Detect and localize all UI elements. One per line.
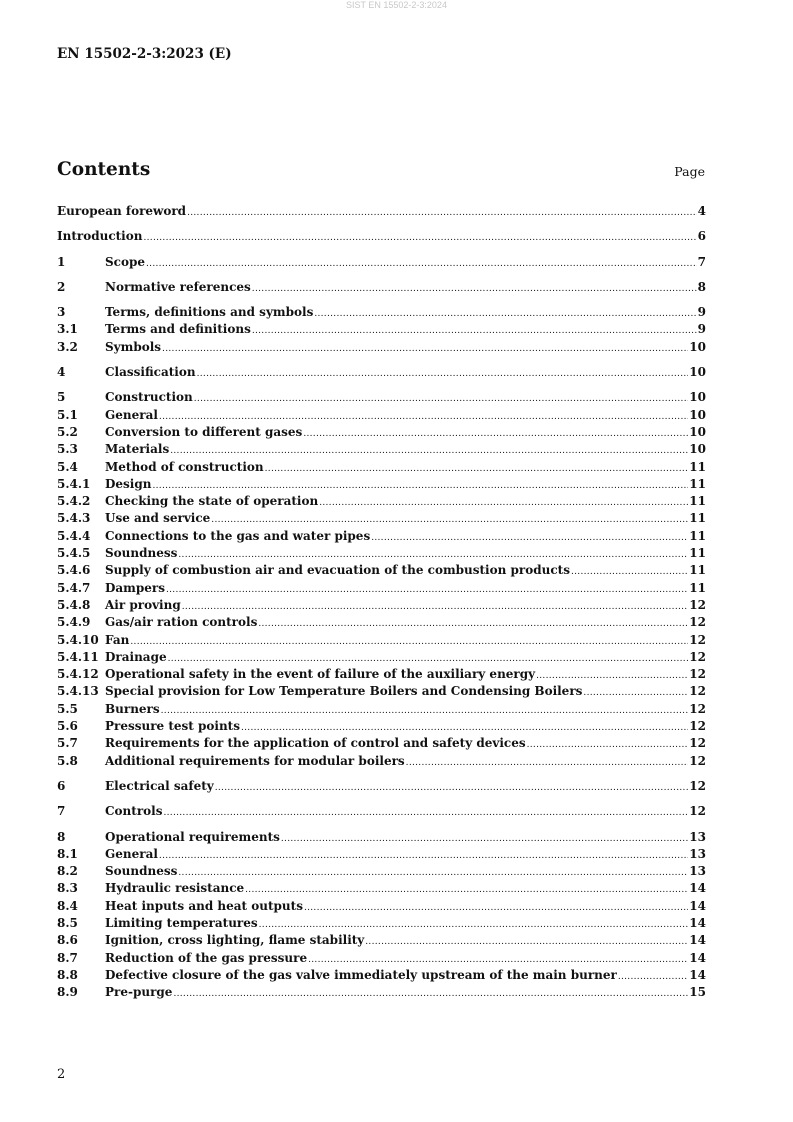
toc-dot-leader (281, 831, 688, 848)
toc-entry[interactable] (57, 476, 706, 493)
toc-entry-title: Hydraulic resistance (105, 881, 245, 896)
toc-dot-leader (162, 341, 688, 358)
toc-entry[interactable] (57, 718, 706, 735)
toc-entry-number: 5.4.10 (57, 632, 99, 647)
toc-entry[interactable] (57, 545, 706, 562)
toc-entry-number: 5.3 (57, 442, 78, 457)
toc-entry-title: Method of construction (105, 459, 264, 474)
toc-entry-page: 14 (689, 881, 706, 896)
toc-entry[interactable] (57, 597, 706, 614)
toc-entry-number: 8.5 (57, 915, 78, 930)
toc-entry-title: Checking the state of operation (105, 494, 319, 509)
contents-heading: Contents (57, 159, 151, 180)
toc-entry-number: 5.4.3 (57, 511, 91, 526)
toc-entry-number: 8.1 (57, 846, 78, 861)
toc-entry-title: Operational safety in the event of failure of the auxiliary energy (105, 667, 536, 682)
toc-entry-title: European foreword (57, 204, 187, 218)
toc-entry[interactable] (57, 364, 706, 381)
toc-entry-title: Introduction (57, 229, 143, 244)
toc-entry-page: 12 (689, 753, 706, 768)
toc-entry[interactable] (57, 279, 706, 296)
toc-entry[interactable] (57, 441, 706, 458)
toc-entry-page: 12 (689, 597, 706, 612)
toc-entry[interactable] (57, 829, 706, 846)
toc-entry-page: 12 (689, 804, 706, 819)
toc-entry[interactable] (57, 880, 706, 897)
toc-entry-page: 12 (689, 615, 706, 630)
toc-dot-leader (571, 564, 688, 581)
toc-entry-page: 11 (689, 580, 706, 595)
toc-entry[interactable] (57, 683, 706, 700)
toc-entry-title: General (105, 407, 158, 422)
toc-entry[interactable] (57, 407, 706, 424)
toc-entry-number: 5.4.7 (57, 580, 91, 595)
toc-entry-title: Operational requirements (105, 829, 280, 844)
toc-dot-leader (252, 281, 697, 298)
toc-entry-title: Air proving (105, 597, 181, 612)
toc-entry-title: Controls (105, 804, 163, 819)
toc-entry-number: 8.7 (57, 950, 78, 965)
toc-entry-title: Symbols (105, 339, 162, 354)
toc-entry-number: 2 (57, 279, 66, 294)
toc-entry[interactable] (57, 701, 706, 718)
toc-dot-leader (304, 900, 688, 917)
toc-entry[interactable] (57, 915, 706, 932)
toc-entry[interactable] (57, 389, 706, 406)
toc-entry-title: Additional requirements for modular boilers (105, 753, 405, 768)
toc-entry-title: Ignition, cross lighting, flame stability (105, 933, 365, 948)
toc-entry-title: Reduction of the gas pressure (105, 950, 308, 965)
toc-entry-number: 8.3 (57, 881, 78, 896)
table-of-contents (57, 203, 706, 1001)
toc-entry-number: 5.1 (57, 407, 78, 422)
toc-entry-number: 5.4.5 (57, 546, 91, 561)
toc-entry-number: 8 (57, 829, 66, 844)
toc-entry-title: Classification (105, 365, 196, 380)
toc-entry-page: 11 (689, 459, 706, 474)
toc-entry-page: 14 (689, 898, 706, 913)
toc-entry[interactable] (57, 528, 706, 545)
toc-entry-number: 3.2 (57, 339, 78, 354)
toc-entry-title: Pre-purge (105, 985, 173, 1000)
toc-entry-page: 12 (689, 649, 706, 664)
page-number: 2 (57, 1067, 66, 1082)
toc-entry[interactable] (57, 649, 706, 666)
toc-entry-title: Use and service (105, 511, 211, 526)
toc-entry-title: Dampers (105, 580, 165, 595)
toc-entry[interactable] (57, 778, 706, 795)
toc-entry-title: Design (105, 476, 152, 491)
toc-dot-leader (187, 205, 697, 222)
toc-entry-title: Pressure test points (105, 719, 240, 734)
toc-entry[interactable] (57, 614, 706, 631)
toc-entry-page: 13 (689, 864, 706, 879)
toc-entry-page: 11 (689, 528, 706, 543)
toc-entry-title: Requirements for the application of control and safety devices (105, 736, 526, 751)
toc-entry[interactable] (57, 863, 706, 880)
toc-entry-page: 9 (697, 322, 706, 337)
toc-entry-title: Terms, definitions and symbols (105, 305, 314, 320)
toc-entry-number: 5.4.4 (57, 528, 91, 543)
toc-entry-page: 14 (689, 933, 706, 948)
toc-entry[interactable] (57, 459, 706, 476)
toc-entry-page: 8 (697, 279, 706, 294)
toc-entry-page: 12 (689, 719, 706, 734)
toc-entry-page: 10 (689, 339, 706, 354)
toc-dot-leader (194, 391, 689, 408)
toc-entry-title: Scope (105, 254, 146, 269)
toc-entry-number: 8.8 (57, 967, 78, 982)
toc-entry[interactable] (57, 803, 706, 820)
toc-dot-leader (258, 616, 688, 633)
toc-entry[interactable] (57, 666, 706, 683)
toc-entry[interactable] (57, 950, 706, 967)
toc-entry-page: 14 (689, 950, 706, 965)
toc-entry-number: 5.4.11 (57, 649, 99, 664)
toc-entry[interactable] (57, 304, 706, 321)
toc-entry[interactable] (57, 898, 706, 915)
toc-entry-number: 3 (57, 305, 66, 320)
toc-entry-title: Heat inputs and heat outputs (105, 898, 303, 913)
toc-entry[interactable] (57, 632, 706, 649)
toc-entry-page: 11 (689, 546, 706, 561)
toc-entry-number: 8.4 (57, 898, 78, 913)
toc-entry-page: 14 (689, 915, 706, 930)
toc-entry-title: Supply of combustion air and evacuation of the combustion products (105, 563, 570, 578)
toc-entry-page: 12 (689, 778, 706, 793)
toc-entry[interactable] (57, 846, 706, 863)
toc-dot-leader (245, 882, 688, 899)
toc-dot-leader (319, 495, 688, 512)
toc-entry-title: Gas/air ration controls (105, 615, 258, 630)
toc-entry[interactable] (57, 254, 706, 271)
toc-dot-leader (215, 780, 689, 797)
toc-entry-page: 11 (689, 476, 706, 491)
toc-dot-leader (173, 986, 688, 1003)
document-id: EN 15502-2-3:2023 (E) (57, 46, 232, 62)
toc-entry-number: 5.6 (57, 719, 78, 734)
toc-entry[interactable] (57, 510, 706, 527)
toc-dot-leader (252, 323, 697, 340)
toc-entry[interactable] (57, 424, 706, 441)
toc-entry[interactable] (57, 339, 706, 356)
toc-entry-title: Soundness (105, 546, 178, 561)
toc-entry-number: 5.4.9 (57, 615, 91, 630)
toc-dot-leader (197, 366, 689, 383)
toc-dot-leader (178, 865, 688, 882)
toc-entry-number: 5.4.12 (57, 667, 99, 682)
toc-entry-number: 1 (57, 254, 66, 269)
toc-dot-leader (618, 969, 688, 986)
toc-entry-title: General (105, 846, 158, 861)
toc-entry[interactable] (57, 321, 706, 338)
toc-entry-title: Electrical safety (105, 778, 214, 793)
toc-entry-page: 10 (689, 442, 706, 457)
toc-entry-title: Materials (105, 442, 170, 457)
toc-entry[interactable] (57, 493, 706, 510)
toc-dot-leader (182, 599, 689, 616)
watermark: SIST EN 15502-2-3:2024 (346, 0, 447, 10)
toc-entry-page: 11 (689, 511, 706, 526)
toc-entry-page: 13 (689, 846, 706, 861)
toc-entry-title: Defective closure of the gas valve immediately upstream of the main burner (105, 967, 617, 982)
toc-entry[interactable] (57, 203, 706, 220)
toc-entry-number: 5.4.6 (57, 563, 91, 578)
toc-dot-leader (143, 230, 696, 247)
toc-entry-title: Connections to the gas and water pipes (105, 528, 371, 543)
toc-entry-number: 5.4.2 (57, 494, 91, 509)
toc-entry-title: Conversion to different gases (105, 424, 303, 439)
toc-entry-page: 15 (689, 985, 706, 1000)
toc-entry-page: 12 (689, 667, 706, 682)
toc-entry-page: 12 (689, 632, 706, 647)
toc-entry-number: 8.6 (57, 933, 78, 948)
toc-dot-leader (130, 634, 688, 651)
toc-entry-title: Drainage (105, 649, 167, 664)
toc-entry-page: 11 (689, 563, 706, 578)
toc-entry-title: Special provision for Low Temperature Boilers and Condensing Boilers (105, 684, 583, 699)
toc-dot-leader (583, 685, 688, 702)
toc-entry-title: Burners (105, 701, 160, 716)
toc-entry-number: 5.4.1 (57, 476, 91, 491)
toc-entry-number: 5.4.13 (57, 684, 99, 699)
page-column-label: Page (674, 164, 705, 179)
toc-entry-number: 5.8 (57, 753, 78, 768)
toc-entry-number: 3.1 (57, 322, 78, 337)
toc-entry-title: Construction (105, 390, 193, 405)
toc-dot-leader (303, 426, 688, 443)
toc-entry-page: 10 (689, 424, 706, 439)
toc-entry-number: 5.7 (57, 736, 78, 751)
toc-entry-number: 6 (57, 778, 66, 793)
toc-entry-number: 5.4 (57, 459, 78, 474)
toc-entry-page: 11 (689, 494, 706, 509)
toc-entry[interactable] (57, 753, 706, 770)
toc-dot-leader (163, 805, 688, 822)
toc-entry-page: 14 (689, 967, 706, 982)
toc-entry-number: 5.4.8 (57, 597, 91, 612)
toc-entry-page: 13 (689, 829, 706, 844)
toc-dot-leader (371, 530, 688, 547)
toc-entry-page: 9 (697, 305, 706, 320)
toc-entry-title: Soundness (105, 864, 178, 879)
toc-entry[interactable] (57, 735, 706, 752)
toc-entry-page: 6 (697, 229, 706, 244)
toc-dot-leader (406, 755, 689, 772)
toc-entry-page: 10 (689, 390, 706, 405)
toc-entry-number: 7 (57, 804, 66, 819)
toc-entry-number: 8.2 (57, 864, 78, 879)
toc-dot-leader (166, 582, 688, 599)
toc-entry-page: 12 (689, 736, 706, 751)
toc-entry-title: Fan (105, 632, 130, 647)
toc-entry-page: 10 (689, 365, 706, 380)
toc-entry-number: 8.9 (57, 985, 78, 1000)
toc-entry-page: 7 (697, 254, 706, 269)
toc-entry-page: 4 (697, 204, 706, 218)
toc-entry-number: 5 (57, 390, 66, 405)
toc-entry[interactable] (57, 228, 706, 245)
toc-entry-number: 5.2 (57, 424, 78, 439)
toc-entry[interactable] (57, 580, 706, 597)
toc-dot-leader (527, 737, 689, 754)
toc-entry[interactable] (57, 932, 706, 949)
toc-entry[interactable] (57, 967, 706, 984)
toc-dot-leader (146, 256, 697, 273)
toc-entry[interactable] (57, 984, 706, 1001)
toc-dot-leader (159, 848, 688, 865)
toc-entry-number: 5.5 (57, 701, 78, 716)
toc-entry-number: 4 (57, 365, 66, 380)
toc-entry-page: 12 (689, 684, 706, 699)
toc-entry[interactable] (57, 562, 706, 579)
toc-entry-title: Limiting temperatures (105, 915, 258, 930)
toc-entry-page: 12 (689, 701, 706, 716)
toc-dot-leader (365, 934, 688, 951)
toc-dot-leader (265, 461, 689, 478)
toc-entry-title: Normative references (105, 279, 251, 294)
toc-entry-page: 10 (689, 407, 706, 422)
toc-dot-leader (314, 306, 696, 323)
toc-entry-title: Terms and definitions (105, 322, 251, 337)
